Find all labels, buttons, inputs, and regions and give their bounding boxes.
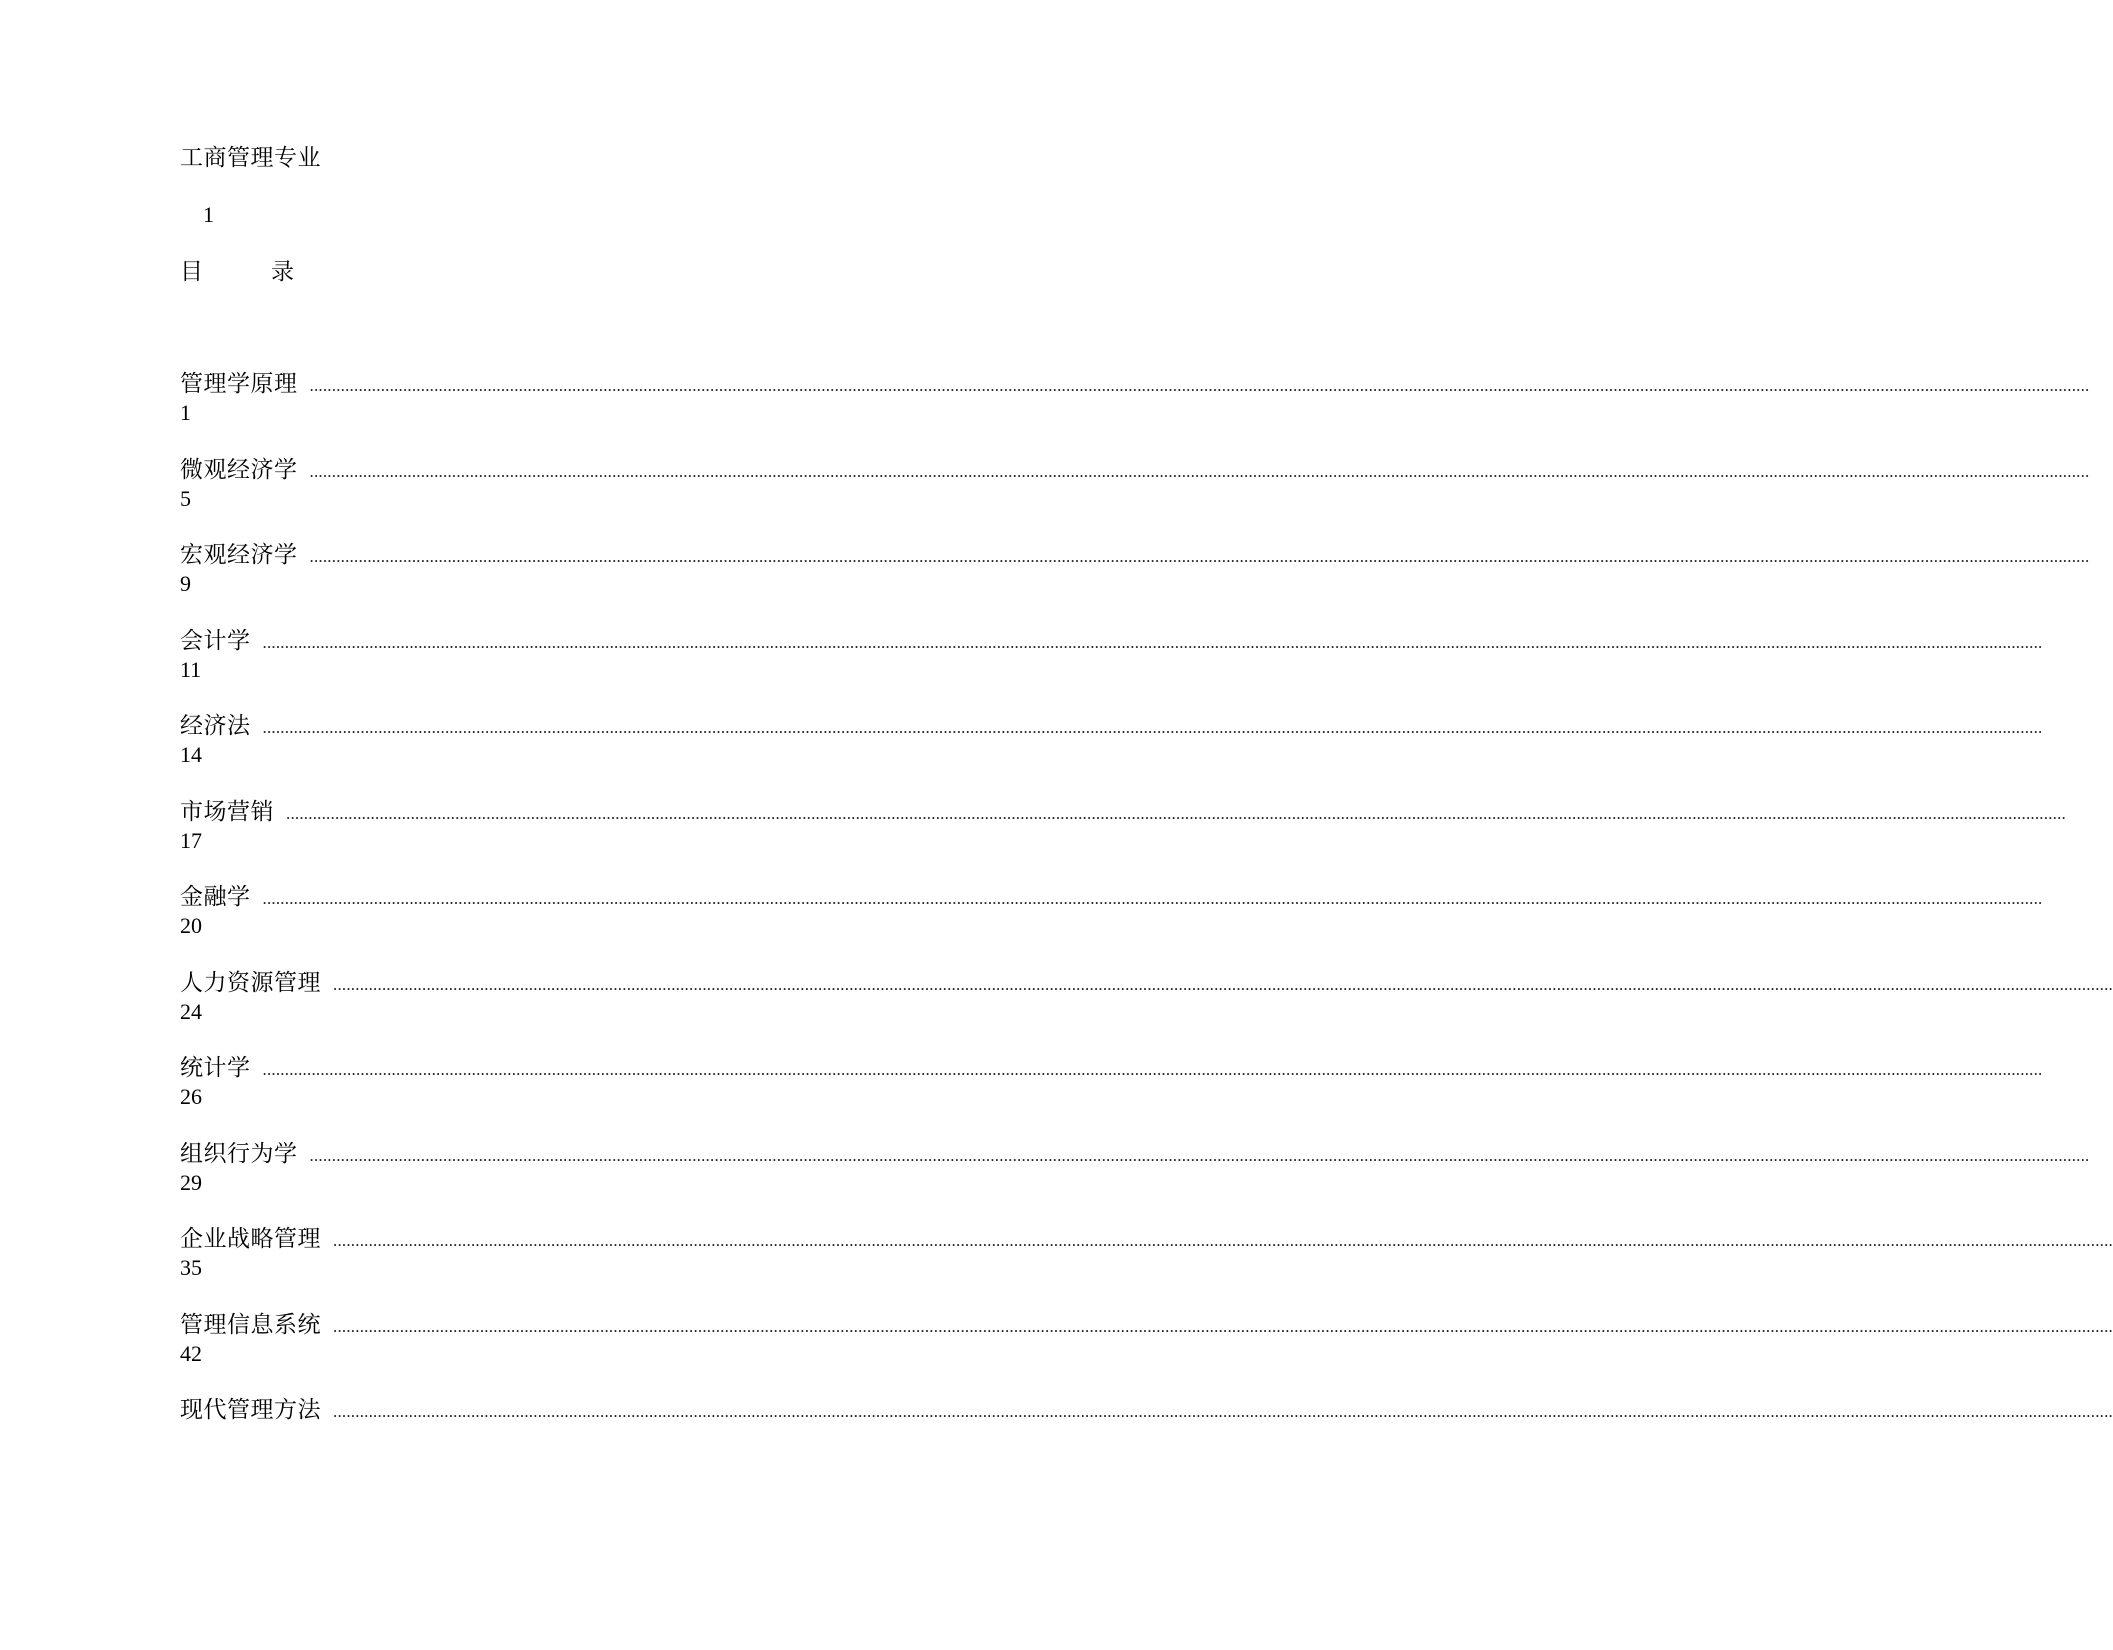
toc-heading-char-1: 目 (180, 259, 203, 285)
toc-entry-page: 17 (180, 827, 202, 853)
toc-list (180, 368, 2113, 1480)
toc-entry-page (180, 1426, 1080, 1452)
toc-entry-label: 统计学 (180, 1055, 251, 1081)
toc-entry-label: 管理信息系统 (180, 1311, 321, 1338)
toc-entry-page: 35 (180, 1255, 202, 1280)
toc-dot-leader: ................................................................................................................................................................................................................................................................................................................................................................................................................ (333, 1231, 2113, 1250)
toc-entry-label: 人力资源管理 (180, 969, 321, 996)
toc-entry-label: 管理学原理 (180, 371, 298, 397)
toc-entry-label: 市场营销 (180, 798, 274, 825)
toc-dot-leader: ................................................................................................................................................................................................................................................................................................................................................................................................................ (333, 1316, 2113, 1336)
toc-entry-page: 24 (180, 998, 202, 1024)
toc-entry-label: 现代管理方法 (180, 1397, 321, 1423)
toc-entry-label: 经济法 (180, 713, 251, 739)
toc-entry[interactable] (180, 1309, 2113, 1395)
toc-dot-leader: ................................................................................................................................................................................................................................................................................................................................................................................................................ (262, 889, 2043, 908)
toc-entry-page: 5 (180, 485, 191, 511)
toc-entry[interactable] (180, 796, 2066, 882)
toc-entry[interactable] (180, 454, 2090, 540)
toc-entry-page: 1 (180, 400, 191, 425)
toc-dot-leader: ................................................................................................................................................................................................................................................................................................................................................................................................................ (262, 632, 2043, 652)
toc-entry-page: 29 (180, 1169, 202, 1195)
toc-dot-leader: ................................................................................................................................................................................................................................................................................................................................................................................................................ (333, 1402, 2113, 1421)
toc-dot-leader: ................................................................................................................................................................................................................................................................................................................................................................................................................ (309, 1145, 2090, 1165)
toc-entry-page: 14 (180, 742, 202, 767)
title-number: 1 (203, 202, 214, 227)
toc-dot-leader: ................................................................................................................................................................................................................................................................................................................................................................................................................ (333, 974, 2113, 994)
toc-entry[interactable] (180, 710, 2043, 796)
toc-entry[interactable] (180, 1138, 2090, 1224)
toc-entry-label: 组织行为学 (180, 1140, 298, 1167)
toc-dot-leader: ................................................................................................................................................................................................................................................................................................................................................................................................................ (309, 547, 2090, 566)
toc-entry[interactable] (180, 1394, 2113, 1480)
toc-heading-char-2: 录 (271, 259, 294, 285)
toc-heading (180, 257, 294, 287)
toc-entry-page: 9 (180, 571, 191, 596)
toc-entry-label: 会计学 (180, 627, 251, 654)
toc-entry-page: 11 (180, 656, 202, 682)
toc-entry-page: 42 (180, 1340, 202, 1366)
toc-entry-label: 金融学 (180, 884, 251, 910)
toc-entry[interactable] (180, 539, 2090, 625)
toc-dot-leader: ................................................................................................................................................................................................................................................................................................................................................................................................................ (309, 376, 2090, 395)
document-title: 工商管理专业 (180, 145, 321, 171)
toc-dot-leader: ................................................................................................................................................................................................................................................................................................................................................................................................................ (262, 1060, 2043, 1079)
toc-entry[interactable] (180, 625, 2043, 711)
toc-entry[interactable] (180, 1052, 2043, 1138)
toc-dot-leader: ................................................................................................................................................................................................................................................................................................................................................................................................................ (286, 803, 2066, 823)
toc-entry[interactable] (180, 967, 2113, 1053)
toc-entry[interactable] (180, 368, 2090, 454)
toc-dot-leader: ................................................................................................................................................................................................................................................................................................................................................................................................................ (309, 461, 2090, 481)
toc-dot-leader: ................................................................................................................................................................................................................................................................................................................................................................................................................ (262, 718, 2043, 737)
toc-entry-page: 26 (180, 1084, 202, 1109)
toc-entry-page: 20 (180, 913, 202, 938)
toc-entry-label: 微观经济学 (180, 456, 298, 483)
toc-entry-label: 企业战略管理 (180, 1226, 321, 1252)
toc-entry[interactable] (180, 881, 2043, 967)
toc-entry[interactable] (180, 1223, 2113, 1309)
toc-entry-label: 宏观经济学 (180, 542, 298, 568)
